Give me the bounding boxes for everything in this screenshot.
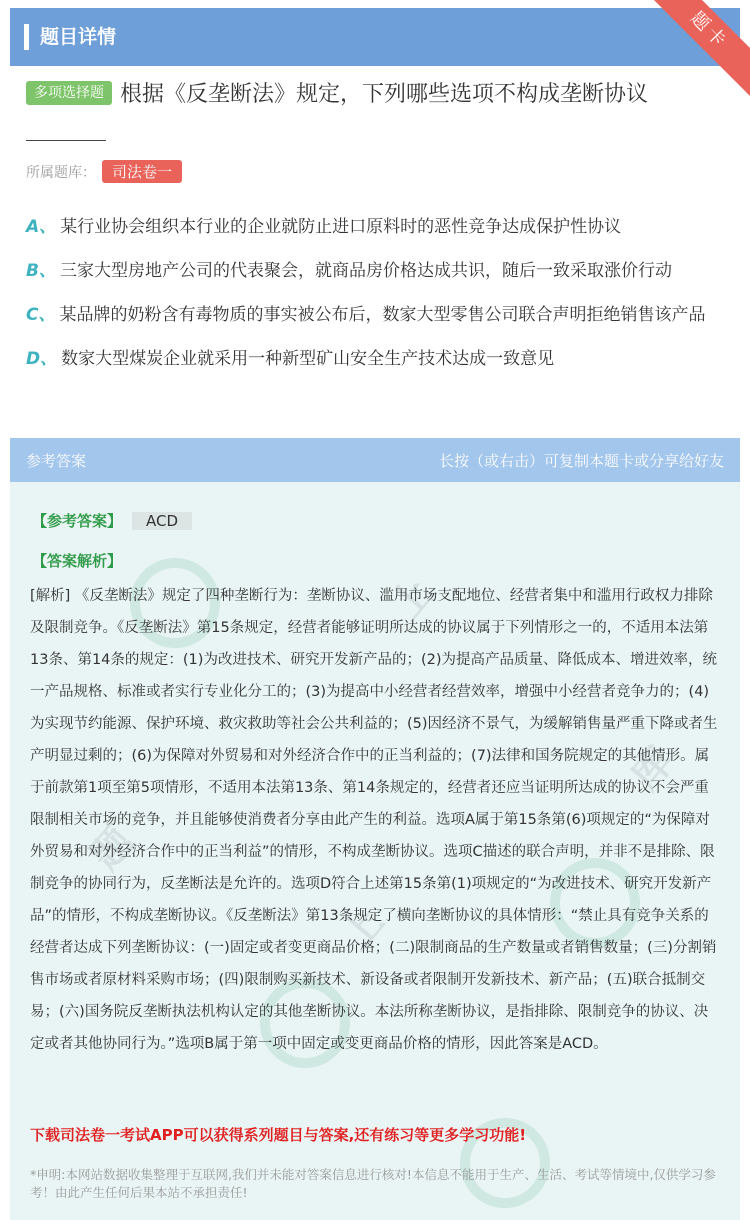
option-d[interactable] (26, 344, 726, 374)
option-text: 某品牌的奶粉含有毒物质的事实被公布后，数家大型零售公司联合声明拒绝销售该产品 (59, 305, 706, 325)
app-promo-link[interactable]: 下载司法卷一考试APP可以获得系列题目与答案,还有练习等更多学习功能! (30, 1126, 527, 1144)
question-type-badge: 多项选择题 (26, 81, 112, 105)
watermark-glyph: 库 (622, 738, 684, 799)
header-accent (24, 24, 29, 50)
question-text: 根据《反垄断法》规定，下列哪些选项不构成垄断协议 (120, 82, 649, 107)
watermark-glyph: 上 (332, 898, 394, 959)
answer-blank (26, 140, 106, 141)
analysis-label: 【答案解析】 (32, 552, 123, 570)
answer-row (32, 510, 192, 531)
options-list (26, 212, 726, 388)
option-letter: D、 (26, 349, 58, 369)
answer-label: 【参考答案】 (32, 512, 123, 530)
page-title: 题目详情 (40, 26, 117, 48)
question-line (26, 78, 726, 112)
watermark-glyph: 上 (382, 568, 444, 629)
answer-value: ACD (132, 512, 192, 530)
option-c[interactable] (26, 300, 726, 330)
header-bar (10, 8, 740, 66)
answer-header-title: 参考答案 (26, 452, 87, 470)
option-a[interactable] (26, 212, 726, 242)
analysis-text: [解析] 《反垄断法》规定了四种垄断行为：垄断协议、滥用市场支配地位、经营者集中和滥用行政权力排除及限制竞争。《反垄断法》第15条规定，经营者能够证明所达成的协议属于下列情形之一的，不适用本法第13条、第14条的规定：(1)为改进技术、研究开发新产品的；(2)为提高产品质量、降低成本、增进效率，统一产品规格、标准或者实行专业化分工的；(3)为提高中小经营者经营效率，增强中小经营者竞争力的；(4)为实现节约能源、保护环境、救灾救助等社会公共利益的；(5)因经济不景气，为缓解销售量严重下降或者生产明显过剩的；(6)为保障对外贸易和对外经济合作中的正当利益的；(7)法律和国务院规定的其他情形。属于前款第1项至第5项情形，不适用本法第13条、第14条规定的，经营者还应当证明所达成的协议不会严重限制相关市场的竞争，并且能够使消费者分享由此产生的利益。选项A属于第15条第(6)项规定的“为保障对外贸易和对外经济合作中的正当利益”的情形，不构成垄断协议。选项C描述的联合声明，并非不是排除、限制竞争的协同行为，反垄断法是允许的。选项D符合上述第15条第(1)项规定的“为改进技术、研究开发新产品”的情形，不构成垄断协议。《反垄断法》第13条规定了横向垄断协议的具体情形：“禁止具有竞争关系的经营者达成下列垄断协议：(一)固定或者变更商品价格；(二)限制商品的生产数量或者销售数量；(三)分割销售市场或者原材料采购市场；(四)限制购买新技术、新设备或者限制开发新技术、新产品；(五)联合抵制交易；(六)国务院反垄断执法机构认定的其他垄断协议。本法所称垄断协议，是指排除、限制竞争的协议、决定或者其他协同行为。”选项B属于第一项中固定或变更商品价格的情形，因此答案是ACD。 (30, 588, 718, 1052)
answer-card (10, 438, 740, 1220)
option-text: 某行业协会组织本行业的企业就防止进口原料时的恶性竞争达成保护性协议 (60, 217, 622, 237)
question-bank (26, 160, 182, 183)
bank-label: 所属题库： (26, 165, 96, 181)
option-text: 三家大型房地产公司的代表聚会，就商品房价格达成共识，随后一致采取涨价行动 (59, 261, 672, 281)
corner-ribbon: 题卡 (644, 0, 750, 96)
watermark-glyph: 题 (82, 818, 144, 879)
answer-header (10, 438, 740, 482)
page-header (0, 0, 750, 66)
share-hint[interactable]: 长按（或右击）可复制本题卡或分享给好友 (438, 452, 724, 470)
option-text: 数家大型煤炭企业就采用一种新型矿山安全生产技术达成一致意见 (61, 349, 555, 369)
option-b[interactable] (26, 256, 726, 286)
option-letter: B、 (26, 261, 56, 281)
option-letter: C、 (26, 305, 56, 325)
disclaimer: *申明:本网站数据收集整理于互联网,我们并未能对答案信息进行核对!本信息不能用于生产、生活、考试等情境中,仅供学习参考！由此产生任何后果本站不承担责任! (30, 1167, 716, 1200)
bank-badge[interactable]: 司法卷一 (102, 160, 182, 183)
option-letter: A、 (26, 217, 57, 237)
